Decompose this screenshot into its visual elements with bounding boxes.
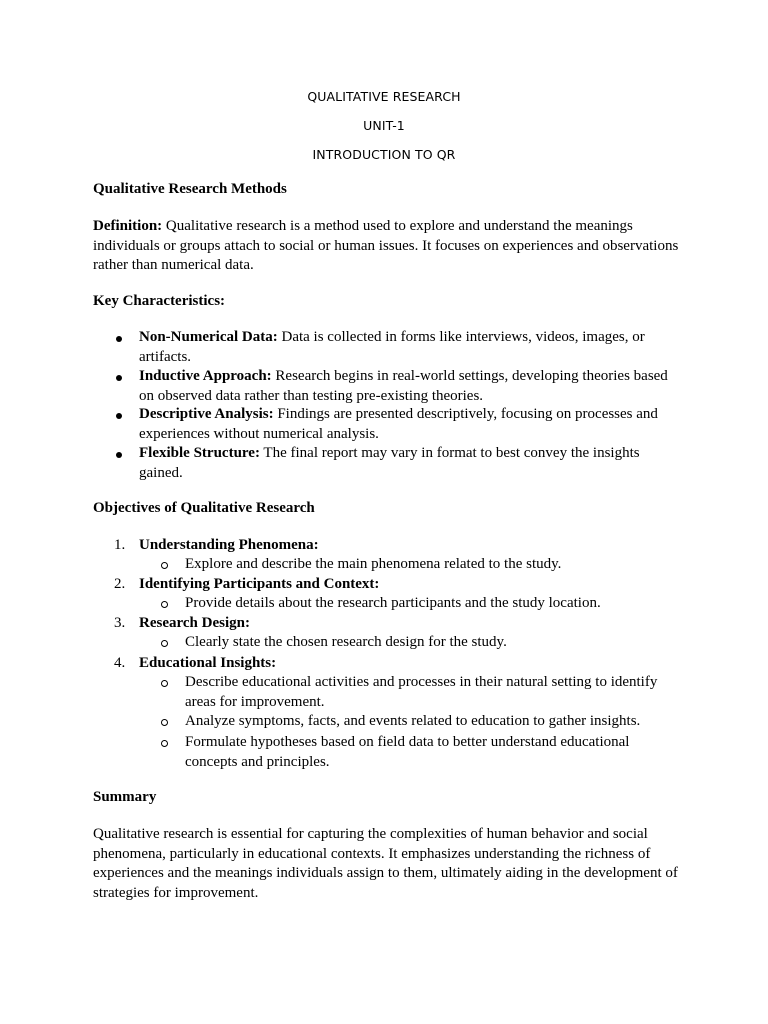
objective-subitem: Formulate hypotheses based on field data to better understand educational concepts and principles. xyxy=(185,734,630,770)
objective-subitem: Clearly state the chosen research design for the study. xyxy=(185,634,507,650)
characteristic-label: Flexible Structure: xyxy=(139,445,260,461)
unit-label: UNIT-1 xyxy=(363,118,405,133)
objective-label: Educational Insights: xyxy=(139,655,277,671)
summary-heading: Summary xyxy=(93,789,157,805)
objective-number: 1. xyxy=(114,537,126,553)
characteristic-item xyxy=(139,405,679,444)
characteristic-label: Descriptive Analysis: xyxy=(139,406,274,422)
objective-subitem: Explore and describe the main phenomena related to the study. xyxy=(185,556,562,572)
definition-text: Qualitative research is a method used to explore and understand the meanings individuals or groups attach to social or human issues. It focuses on experiences and observations rather than numerical data. xyxy=(93,218,679,273)
objective-subitem: Analyze symptoms, facts, and events related to education to gather insights. xyxy=(185,713,641,729)
key-characteristics-heading: Key Characteristics: xyxy=(93,293,226,309)
summary-paragraph: Qualitative research is essential for capturing the complexities of human behavior and social phenomena, particularly in educational contexts. It emphasizes understanding the richness of experiences and the meanings individuals assign to them, ultimately aiding in the development of strategies for improvement. xyxy=(93,826,678,901)
objective-number: 4. xyxy=(114,655,126,671)
hollow-bullet-icon xyxy=(161,562,168,569)
definition-label: Definition: xyxy=(93,218,163,234)
definition-paragraph xyxy=(93,217,683,276)
characteristic-text: The final report may vary in format to best convey the insights gained. xyxy=(139,445,640,481)
objective-label: Research Design: xyxy=(139,615,250,631)
characteristic-text: Research begins in real-world settings, developing theories based on observed data rather than testing pre-existing theories. xyxy=(139,368,668,404)
characteristic-item xyxy=(139,367,679,406)
bullet-icon xyxy=(116,452,122,458)
characteristic-item xyxy=(139,328,679,367)
characteristic-text: Data is collected in forms like interviews, videos, images, or artifacts. xyxy=(139,329,645,365)
objective-subitem: Describe educational activities and processes in their natural setting to identify areas for improvement. xyxy=(185,674,658,710)
characteristic-label: Inductive Approach: xyxy=(139,368,272,384)
bullet-icon xyxy=(116,413,122,419)
document-title: QUALITATIVE RESEARCH xyxy=(307,89,461,104)
characteristic-item xyxy=(139,444,679,483)
characteristic-label: Non-Numerical Data: xyxy=(139,329,278,345)
objective-number: 2. xyxy=(114,576,126,592)
hollow-bullet-icon xyxy=(161,680,168,687)
hollow-bullet-icon xyxy=(161,719,168,726)
hollow-bullet-icon xyxy=(161,740,168,747)
methods-heading: Qualitative Research Methods xyxy=(93,181,287,197)
objective-label: Understanding Phenomena: xyxy=(139,537,319,553)
objective-label: Identifying Participants and Context: xyxy=(139,576,380,592)
characteristic-text: Findings are presented descriptively, focusing on processes and experiences without numerical analysis. xyxy=(139,406,658,442)
objective-subitem: Provide details about the research participants and the study location. xyxy=(185,595,601,611)
hollow-bullet-icon xyxy=(161,601,168,608)
objective-number: 3. xyxy=(114,615,126,631)
hollow-bullet-icon xyxy=(161,640,168,647)
document-subtitle: INTRODUCTION TO QR xyxy=(312,147,456,162)
bullet-icon xyxy=(116,375,122,381)
bullet-icon xyxy=(116,336,122,342)
objectives-heading: Objectives of Qualitative Research xyxy=(93,500,315,516)
